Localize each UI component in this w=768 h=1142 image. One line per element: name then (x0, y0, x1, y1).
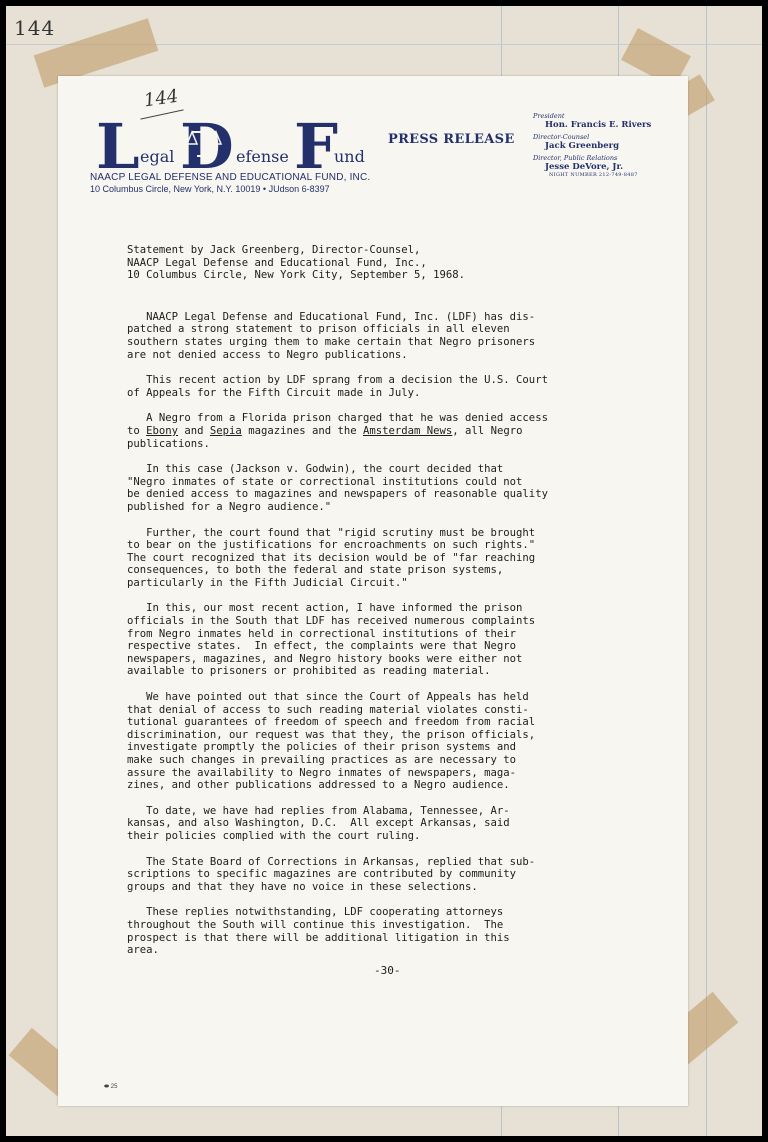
handwritten-page-number: 144 (142, 85, 180, 112)
paragraph-7 (127, 691, 627, 792)
text-line: be denied access to magazines and newspapers of reasonable quality (127, 488, 548, 501)
text-line: The State Board of Corrections in Arkansas, replied that sub- (127, 855, 536, 868)
text-line: NAACP Legal Defense and Educational Fund, Inc., (127, 256, 427, 269)
text-line: area. (127, 944, 159, 957)
officer-name: Hon. Francis E. Rivers (545, 120, 652, 130)
paragraph-4 (127, 463, 627, 513)
text-line: make such changes in prevailing practices as are necessary to (127, 754, 517, 766)
text-line: investigate promptly the policies of their prison systems and (127, 741, 517, 754)
text-line: to bear on the justifications for encroachments on such rights." (127, 539, 536, 552)
publication-title-sepia: Sepia (209, 424, 242, 437)
press-release-title: PRESS RELEASE (388, 132, 515, 147)
text-line: groups and that they have no voice in these selections. (127, 880, 478, 893)
officer-title: President (533, 112, 565, 120)
grid-line (706, 6, 707, 1136)
text-line: Statement by Jack Greenberg, Director-Counsel, (127, 244, 421, 256)
union-bug-icon: ⬬ (104, 1084, 110, 1090)
text-line: published for a Negro audience." (127, 500, 332, 513)
text-line: of Appeals for the Fifth Circuit made in July. (127, 386, 421, 399)
text-line: particularly in the Fifth Judicial Circuit." (127, 576, 408, 589)
officers-list (533, 112, 683, 181)
text-line: scriptions to specific magazines are contributed by community (127, 868, 517, 881)
text-line: These replies notwithstanding, LDF cooperating attorneys (127, 906, 504, 919)
text-line: assure the availability to Negro inmates of newspapers, maga- (127, 766, 517, 779)
logo-word-egal: egal (140, 147, 175, 166)
paragraph-5 (127, 527, 627, 590)
text-line: This recent action by LDF sprang from a decision the U.S. Court (127, 374, 548, 387)
text-line: NAACP Legal Defense and Educational Fund, Inc. (LDF) has dis- (127, 310, 536, 323)
text-line: We have pointed out that since the Court of Appeals has held (127, 691, 529, 704)
union-bug-number: 25 (110, 1084, 118, 1090)
officer-title: Director, Public Relations (533, 154, 618, 162)
text-fragment: and (178, 424, 210, 437)
text-line: officials in the South that LDF has received numerous complaints (127, 615, 536, 628)
text-line: prospect is that there will be additional litigation in this (127, 931, 510, 944)
logo-letter-f: F (294, 112, 339, 170)
ldf-logo (96, 112, 396, 170)
text-fragment: , all Negro (452, 424, 523, 437)
text-line: "Negro inmates of state or correctional institutions could not (127, 475, 523, 488)
logo-letter-d: D (180, 112, 234, 170)
logo-letter-l: L (96, 112, 140, 170)
text-line: respective states. In effect, the complaints were that Negro (127, 640, 517, 653)
archive-page-number: 144 (14, 16, 56, 40)
night-number: NIGHT NUMBER 212-749-8487 (549, 172, 638, 178)
text-line: that denial of access to such reading material violates consti- (127, 703, 529, 716)
organization-address: 10 Columbus Circle, New York, N.Y. 10019 • JUdson 6-8397 (90, 184, 330, 194)
paragraph-3 (127, 412, 627, 450)
text-line: Further, the court found that "rigid scrutiny must be brought (127, 526, 536, 539)
text-line: throughout the South will continue this investigation. The (127, 918, 504, 931)
union-bug-mark (104, 1084, 117, 1091)
officer-name: Jack Greenberg (545, 141, 620, 151)
text-line: consequences, to both the federal and state prison systems, (127, 564, 504, 577)
statement-header (127, 244, 627, 282)
officer-director-pr (533, 154, 683, 178)
paragraph-1 (127, 311, 627, 361)
paragraph-6 (127, 602, 627, 678)
officer-director-counsel (533, 133, 683, 151)
text-line: southern states urging them to make certain that Negro prisoners (127, 335, 536, 348)
text-fragment: to (127, 424, 147, 437)
text-line: In this case (Jackson v. Godwin), the court decided that (127, 463, 504, 476)
organization-name: NAACP LEGAL DEFENSE AND EDUCATIONAL FUND, INC. (90, 172, 371, 183)
logo-word-efense: efense (236, 147, 289, 166)
text-line: discrimination, our request was that they, the prison officials, (127, 728, 536, 741)
text-line: 10 Columbus Circle, New York City, September 5, 1968. (127, 269, 466, 282)
text-line: zines, and other publications addressed to a Negro audience. (127, 779, 510, 792)
press-release-sheet (58, 76, 688, 1106)
text-line (127, 425, 627, 438)
publication-title-ebony: Ebony (146, 424, 179, 437)
text-line: patched a strong statement to prison officials in all eleven (127, 323, 510, 336)
officer-president (533, 112, 683, 130)
text-line: from Negro inmates held in correctional institutions of their (127, 627, 517, 640)
text-line: In this, our most recent action, I have informed the prison (127, 602, 523, 615)
text-line: their policies complied with the court ruling. (127, 829, 421, 842)
officer-title: Director-Counsel (533, 133, 590, 141)
text-line: publications. (127, 437, 210, 450)
text-line: A Negro from a Florida prison charged that he was denied access (127, 412, 548, 425)
scanned-archive-page (6, 6, 762, 1136)
text-line: newspapers, magazines, and Negro history books were either not (127, 652, 523, 665)
publication-title-amsterdam-news: Amsterdam News (363, 424, 453, 437)
paragraph-2 (127, 374, 627, 399)
text-line: kansas, and also Washington, D.C. All except Arkansas, said (127, 817, 510, 830)
text-line: available to prisoners or prohibited as reading material. (127, 665, 491, 678)
logo-word-und: und (334, 147, 365, 166)
text-line: tutional guarantees of freedom of speech and freedom from racial (127, 716, 536, 729)
end-mark: -30- (374, 964, 401, 977)
text-line: The court recognized that its decision would be of "far reaching (127, 551, 536, 564)
statement-body (127, 244, 627, 970)
text-line: are not denied access to Negro publications. (127, 348, 408, 361)
paragraph-8 (127, 805, 627, 843)
text-line: To date, we have had replies from Alabama, Tennessee, Ar- (127, 804, 510, 817)
officer-name: Jesse DeVore, Jr. (545, 162, 624, 172)
paragraph-10 (127, 906, 627, 956)
text-fragment: magazines and the (241, 424, 363, 437)
paragraph-9 (127, 856, 627, 894)
